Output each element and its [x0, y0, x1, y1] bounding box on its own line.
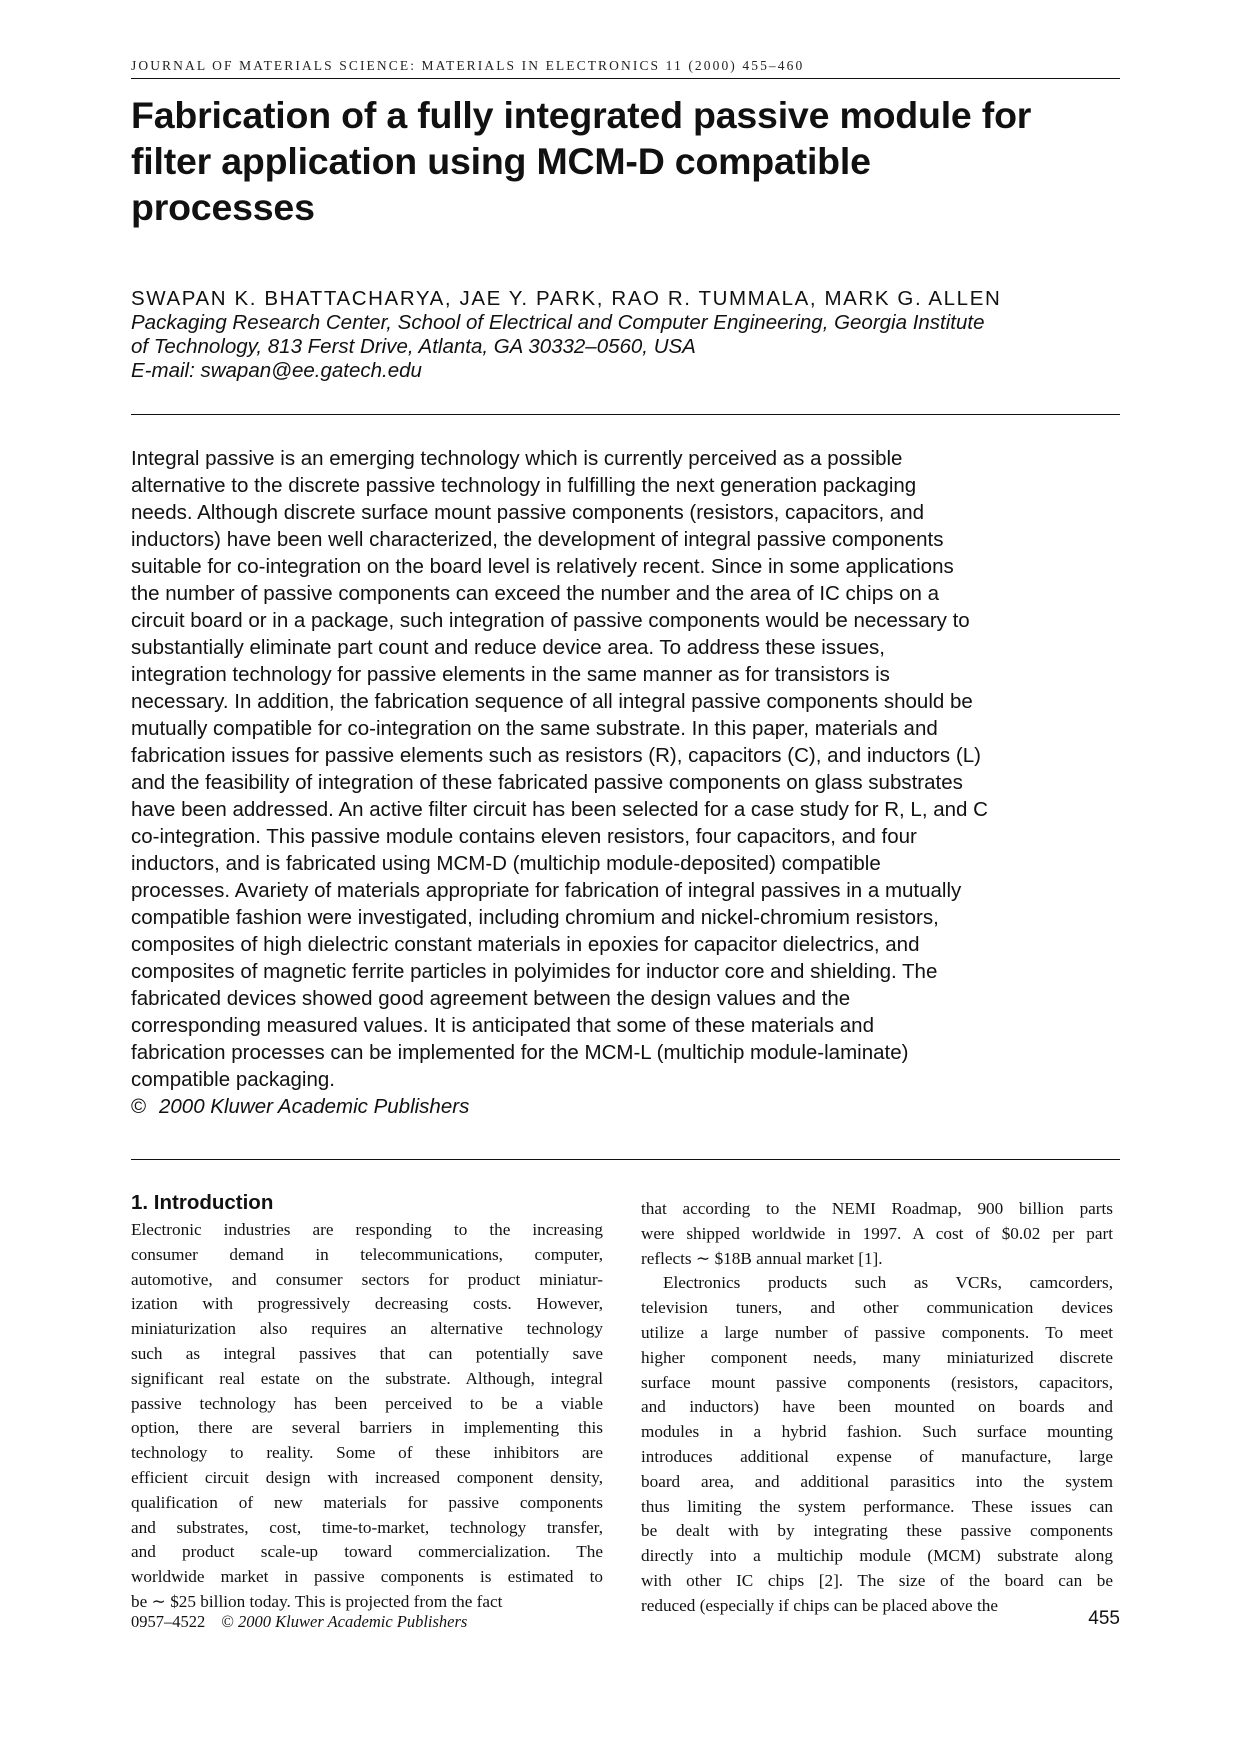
body-line: and substrates, cost, time-to-market, technology transfer,: [131, 1517, 603, 1537]
body-line: higher component needs, many miniaturized discrete: [641, 1347, 1113, 1367]
right-column: [641, 1197, 1113, 1619]
title-line: processes: [131, 186, 315, 228]
abstract-line: suitable for co-integration on the board level is relatively recent. Since in some applications: [131, 555, 954, 578]
left-column: [131, 1190, 603, 1615]
body-line: significant real estate on the substrate. Although, integral: [131, 1368, 603, 1388]
abstract-line: processes. Avariety of materials appropriate for fabrication of integral passives in a mutually: [131, 879, 962, 902]
body-line: that according to the NEMI Roadmap, 900 billion parts: [641, 1199, 1113, 1218]
body-line: consumer demand in telecommunications, computer,: [131, 1244, 603, 1264]
abstract-line: and the feasibility of integration of these fabricated passive components on glass substrates: [131, 771, 963, 794]
body-line: board area, and additional parasitics into the system: [641, 1471, 1113, 1491]
body-line: and product scale-up toward commercialization. The: [131, 1542, 603, 1562]
body-line: efficient circuit design with increased component density,: [131, 1467, 603, 1487]
body-line: Electronics products such as VCRs, camcorders,: [663, 1273, 1113, 1293]
header-rule: [131, 78, 1120, 79]
abstract-line: co-integration. This passive module contains eleven resistors, four capacitors, and four: [131, 825, 917, 848]
affiliation: [131, 311, 1131, 383]
body-line: thus limiting the system performance. These issues can: [641, 1496, 1113, 1516]
copyright-icon: ©: [221, 1612, 234, 1631]
abstract-body: [131, 445, 1121, 1093]
body-line: reduced (especially if chips can be placed above the: [641, 1595, 998, 1615]
body-line: passive technology has been perceived to be a viable: [131, 1393, 603, 1413]
abstract-line: fabrication processes can be implemented for the MCM-L (multichip module-laminate): [131, 1041, 909, 1064]
paper-title: [131, 92, 1121, 230]
affiliation-line: Packaging Research Center, School of Electrical and Computer Engineering, Georgia Institute: [131, 311, 985, 334]
body-line: qualification of new materials for passive components: [131, 1492, 603, 1512]
abstract-copyright: [131, 1093, 1121, 1120]
section-heading: 1. Introduction: [131, 1191, 274, 1214]
abstract-line: inductors) have been well characterized, the development of integral passive components: [131, 528, 944, 551]
left-column-text: [131, 1218, 603, 1615]
abstract-line: compatible packaging.: [131, 1068, 335, 1091]
abstract-line: corresponding measured values. It is anticipated that some of these materials and: [131, 1014, 874, 1037]
body-line: with other IC chips [2]. The size of the board can be: [641, 1570, 1113, 1590]
copyright-icon: ©: [131, 1095, 147, 1118]
body-line: directly into a multichip module (MCM) substrate along: [641, 1546, 1113, 1566]
page-number: 455: [1088, 1608, 1120, 1629]
body-line: television tuners, and other communication devices: [641, 1298, 1113, 1318]
body-line: technology to reality. Some of these inhibitors are: [131, 1443, 603, 1463]
body-line: reflects ∼ $18B annual market [1].: [641, 1248, 883, 1268]
abstract-line: circuit board or in a package, such integration of passive components would be necessary to: [131, 609, 970, 632]
abstract-line: necessary. In addition, the fabrication sequence of all integral passive components should be: [131, 690, 973, 713]
title-line: Fabrication of a fully integrated passive module for: [131, 94, 1032, 136]
body-line: be dealt with by integrating these passive components: [641, 1521, 1113, 1541]
abstract-line: composites of high dielectric constant materials in epoxies for capacitor dielectrics, and: [131, 933, 920, 956]
body-line: automotive, and consumer sectors for product miniatur-: [131, 1269, 603, 1289]
title-line: filter application using MCM-D compatible: [131, 140, 871, 182]
issn: 0957–4522: [131, 1612, 206, 1631]
abstract-line: Integral passive is an emerging technology which is currently perceived as a possible: [131, 447, 903, 470]
body-line: miniaturization also requires an alternative technology: [131, 1319, 603, 1339]
abstract-bottom-rule: [131, 1159, 1120, 1160]
body-line: introduces additional expense of manufacture, large: [641, 1446, 1113, 1466]
body-line: were shipped worldwide in 1997. A cost of $0.02 per part: [641, 1223, 1113, 1243]
author-list: SWAPAN K. BHATTACHARYA, JAE Y. PARK, RAO R. TUMMALA, MARK G. ALLEN: [131, 287, 1002, 310]
abstract-line: needs. Although discrete surface mount passive components (resistors, capacitors, and: [131, 501, 925, 524]
abstract-line: composites of magnetic ferrite particles in polyimides for inductor core and shielding. The: [131, 960, 938, 983]
abstract-top-rule: [131, 414, 1120, 415]
abstract-line: mutually compatible for co-integration on the same substrate. In this paper, materials and: [131, 717, 938, 740]
body-line: worldwide market in passive components is estimated to: [131, 1567, 603, 1587]
abstract-line: inductors, and is fabricated using MCM-D (multichip module-deposited) compatible: [131, 852, 881, 875]
body-line: be ∼ $25 billion today. This is projected from the fact: [131, 1591, 503, 1611]
abstract-line: integration technology for passive elements in the same manner as for transistors is: [131, 663, 890, 686]
email-line: E-mail: swapan@ee.gatech.edu: [131, 359, 422, 382]
footer-issn-line: [131, 1612, 467, 1632]
abstract-line: have been addressed. An active filter circuit has been selected for a case study for R, L, and C: [131, 798, 988, 821]
body-line: surface mount passive components (resistors, capacitors,: [641, 1372, 1113, 1392]
abstract-line: substantially eliminate part count and reduce device area. To address these issues,: [131, 636, 886, 659]
journal-header: JOURNAL OF MATERIALS SCIENCE: MATERIALS IN ELECTRONICS 11 (2000) 455–460: [131, 58, 805, 73]
abstract-line: alternative to the discrete passive technology in fulfilling the next generation packaging: [131, 474, 917, 497]
abstract: [131, 445, 1121, 1120]
abstract-line: compatible fashion were investigated, including chromium and nickel-chromium resistors,: [131, 906, 939, 929]
footer-publisher: 2000 Kluwer Academic Publishers: [238, 1612, 468, 1631]
copyright-text: 2000 Kluwer Academic Publishers: [159, 1095, 470, 1118]
right-column-text: [641, 1197, 1113, 1619]
abstract-line: fabricated devices showed good agreement between the design values and the: [131, 987, 851, 1010]
abstract-line: fabrication issues for passive elements such as resistors (R), capacitors (C), and inductors (L): [131, 744, 981, 767]
body-line: and inductors) have been mounted on boards and: [641, 1397, 1113, 1417]
body-line: modules in a hybrid fashion. Such surface mounting: [641, 1422, 1113, 1442]
affiliation-line: of Technology, 813 Ferst Drive, Atlanta, GA 30332–0560, USA: [131, 335, 696, 358]
body-line: option, there are several barriers in implementing this: [131, 1418, 603, 1438]
abstract-line: the number of passive components can exceed the number and the area of IC chips on a: [131, 582, 939, 605]
body-line: Electronic industries are responding to the increasing: [131, 1220, 603, 1239]
body-line: utilize a large number of passive components. To meet: [641, 1322, 1113, 1342]
body-line: ization with progressively decreasing costs. However,: [131, 1294, 603, 1314]
body-line: such as integral passives that can potentially save: [131, 1343, 603, 1363]
